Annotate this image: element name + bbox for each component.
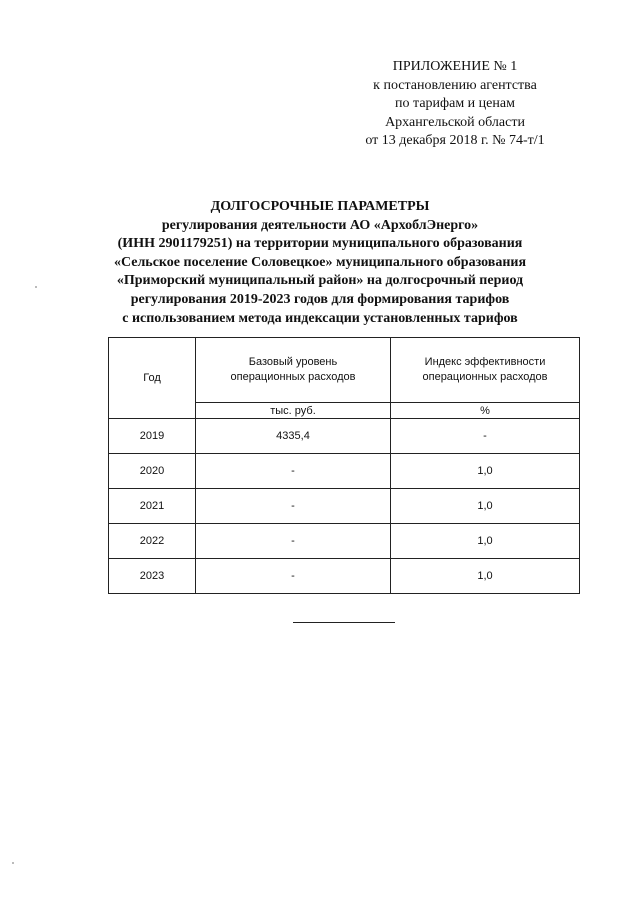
appendix-line: Архангельской области — [385, 114, 525, 130]
title-line: «Приморский муниципальный район» на долгосрочный период — [116, 273, 524, 289]
appendix-line: ПРИЛОЖЕНИЕ № 1 — [392, 59, 518, 74]
table-row — [109, 524, 580, 559]
appendix-line: к постановлению агентства — [373, 77, 537, 93]
closing-separator-line — [293, 622, 395, 623]
cell-base: - — [196, 454, 391, 489]
scan-speck — [35, 286, 37, 288]
header-efficiency-index-text: Индекс эффективности операционных расходов — [422, 356, 548, 383]
cell-year: 2020 — [109, 454, 196, 489]
title-line: регулирования деятельности АО «АрхоблЭнерго» — [161, 217, 479, 233]
cell-year: 2019 — [109, 419, 196, 454]
title-line: (ИНН 2901179251) на территории муниципального образования — [117, 236, 523, 252]
title-line: ДОЛГОСРОЧНЫЕ ПАРАМЕТРЫ — [210, 199, 430, 214]
cell-base: - — [196, 489, 391, 524]
parameters-table — [108, 337, 580, 594]
cell-index: - — [391, 419, 580, 454]
appendix-heading — [340, 58, 570, 151]
table-header-row — [109, 338, 580, 403]
appendix-line: от 13 декабря 2018 г. № 74-т/1 — [365, 133, 545, 148]
cell-index: 1,0 — [391, 524, 580, 559]
table-row — [109, 419, 580, 454]
table-row — [109, 489, 580, 524]
header-base-level-text: Базовый уровень операционных расходов — [230, 356, 356, 383]
header-base-level — [196, 338, 391, 403]
unit-base: тыс. руб. — [196, 403, 391, 419]
appendix-line: по тарифам и ценам — [395, 96, 515, 111]
document-title — [90, 198, 550, 328]
cell-index: 1,0 — [391, 559, 580, 594]
cell-year: 2022 — [109, 524, 196, 559]
title-line: с использованием метода индексации установленных тарифов — [122, 310, 518, 326]
cell-base: - — [196, 559, 391, 594]
cell-base: 4335,4 — [196, 419, 391, 454]
cell-index: 1,0 — [391, 454, 580, 489]
cell-base: - — [196, 524, 391, 559]
header-year: Год — [109, 338, 196, 419]
title-line: регулирования 2019-2023 годов для формирования тарифов — [130, 291, 510, 307]
unit-index: % — [391, 403, 580, 419]
scan-speck — [12, 862, 14, 864]
header-efficiency-index — [391, 338, 580, 403]
cell-index: 1,0 — [391, 489, 580, 524]
cell-year: 2021 — [109, 489, 196, 524]
table-row — [109, 454, 580, 489]
cell-year: 2023 — [109, 559, 196, 594]
table-row — [109, 559, 580, 594]
title-line: «Сельское поселение Соловецкое» муниципального образования — [113, 254, 527, 270]
